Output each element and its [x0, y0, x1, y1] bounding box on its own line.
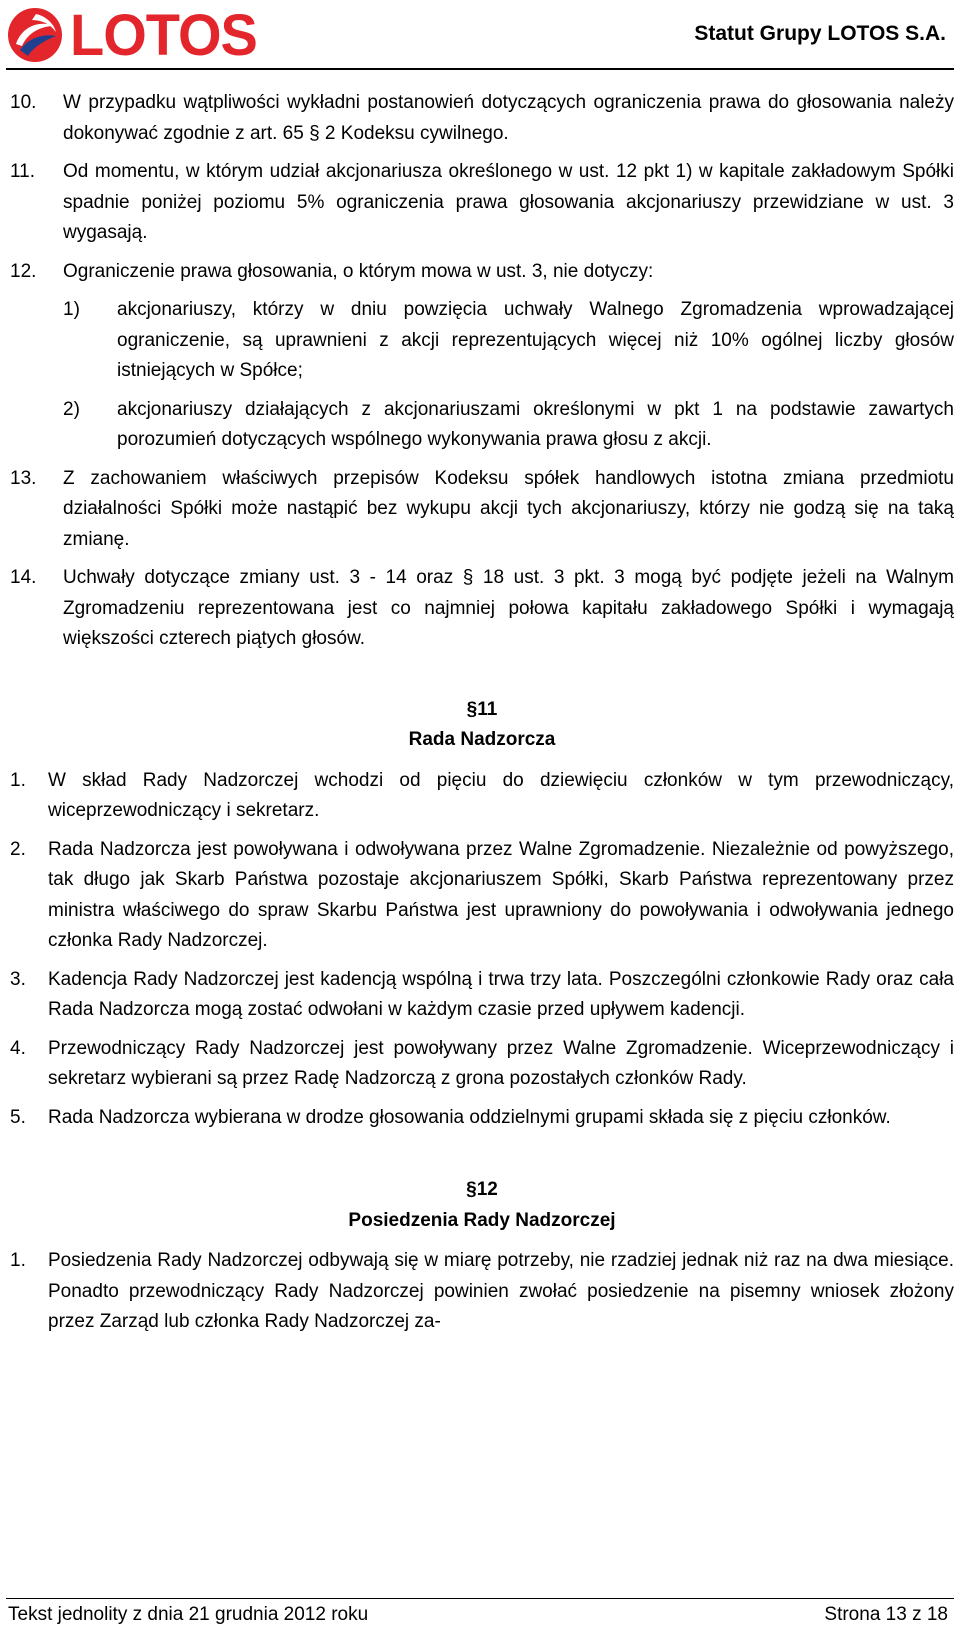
- paragraph-14: [10, 563, 954, 655]
- paragraph-number: 13.: [10, 467, 37, 489]
- item-text: Przewodniczący Rady Nadzorczej jest powoływany przez Walne Zgromadzenie. Wiceprzewodniczący i sekretarz wybierani są przez Radę Nadzorczą z grona pozostałych członków Rady.: [48, 1037, 954, 1089]
- lotos-emblem-icon: [6, 6, 64, 64]
- paragraph-number: 10.: [10, 92, 37, 113]
- paragraph-number: 12.: [10, 260, 37, 282]
- item-text: W skład Rady Nadzorczej wchodzi od pięciu do dziewięciu członków w tym przewodniczący, wiceprzewodniczący i sekretarz.: [48, 769, 954, 821]
- paragraph-text: Ograniczenie prawa głosowania, o którym mowa w ust. 3, nie dotyczy:: [63, 260, 654, 282]
- subpoint-1: [10, 295, 954, 387]
- page-header: [0, 0, 960, 72]
- subpoint-number: 2): [63, 398, 80, 420]
- section-title: Posiedzenia Rady Nadzorczej: [348, 1209, 616, 1231]
- section-number: §12: [466, 1179, 498, 1200]
- subpoint-2: [10, 395, 954, 456]
- document-title: Statut Grupy LOTOS S.A.: [694, 22, 946, 45]
- page-number: Strona 13 z 18: [824, 1604, 948, 1625]
- footer-date: Tekst jednolity z dnia 21 grudnia 2012 roku: [8, 1604, 369, 1625]
- item-number: 1.: [10, 769, 26, 791]
- paragraph-text: Uchwały dotyczące zmiany ust. 3 - 14 oraz § 18 ust. 3 pkt. 3 mogą być podjęte jeżeli na Walnym Zgromadzeniu reprezentowana jest co najmniej połowa kapitału zakładowego Spółki i wymagają większości czterech piątych głosów.: [63, 567, 954, 649]
- section-number: §11: [466, 698, 498, 720]
- item-text: Posiedzenia Rady Nadzorczej odbywają się w miarę potrzeby, nie rzadziej jednak niż raz na dwa miesiące. Ponadto przewodniczący Rady Nadzorczej powinien zwołać posiedzenie na pisemny wniosek złożony przez Zarząd lub członka Rady Nadzorczej za-: [48, 1250, 954, 1332]
- item-text: Kadencja Rady Nadzorczej jest kadencją wspólną i trwa trzy lata. Poszczególni członkowie Rady oraz cała Rada Nadzorcza mogą zostać odwołani w każdym czasie przed upływem kadencji.: [48, 968, 954, 1020]
- subpoint-text: akcjonariuszy działających z akcjonariuszami określonymi w pkt 1 na podstawie zawartych porozumień dotyczących wspólnego wykonywania prawa głosu z akcji.: [117, 398, 954, 450]
- item-number: 5.: [10, 1106, 26, 1128]
- item-number: 4.: [10, 1037, 26, 1059]
- paragraph-number: 11.: [10, 161, 36, 182]
- paragraph-13: [10, 464, 954, 556]
- logo-text: LOTOS: [70, 1, 257, 68]
- section-12-heading: [10, 1175, 954, 1236]
- section-11-item-2: [10, 835, 954, 957]
- paragraph-10: [10, 88, 954, 149]
- section-11-item-1: [10, 766, 954, 827]
- section-title: Rada Nadzorcza: [408, 729, 556, 750]
- item-number: 3.: [10, 968, 26, 990]
- paragraph-number: 14.: [10, 567, 37, 588]
- item-text: Rada Nadzorcza jest powoływana i odwoływana przez Walne Zgromadzenie. Niezależnie od powyższego, tak długo jak Skarb Państwa pozostaje akcjonariuszem Spółki, Skarb Państwa reprezentowany przez ministra właściwego do spraw Skarbu Państwa jest uprawniony do powoływania i odwoływania jednego członka Rady Nadzorczej.: [48, 838, 954, 951]
- section-11-heading: [10, 695, 954, 756]
- subpoint-text: akcjonariuszy, którzy w dniu powzięcia uchwały Walnego Zgromadzenia wprowadzającej ograniczenie, są uprawnieni z akcji reprezentujących więcej niż 10% ogólnej liczby głosów istniejących w Spółce;: [117, 299, 954, 381]
- item-number: 1.: [10, 1250, 26, 1271]
- item-text: Rada Nadzorcza wybierana w drodze głosowania oddzielnymi grupami składa się z pięciu członków.: [48, 1106, 891, 1128]
- paragraph-text: Z zachowaniem właściwych przepisów Kodeksu spółek handlowych istotna zmiana przedmiotu działalności Spółki może nastąpić bez wykupu akcji tych akcjonariuszy, którzy nie godzą się na taką zmianę.: [63, 467, 954, 550]
- header-divider: [6, 68, 954, 70]
- paragraph-text: Od momentu, w którym udział akcjonariusza określonego w ust. 12 pkt 1) w kapitale zakładowym Spółki spadnie poniżej poziomu 5% ograniczenia prawa głosowania akcjonariuszy przewidziane w ust. 3 wygasają.: [63, 161, 954, 243]
- section-11-item-5: [10, 1103, 954, 1134]
- subpoint-number: 1): [63, 299, 80, 320]
- item-number: 2.: [10, 838, 26, 860]
- document-body: [10, 88, 954, 1338]
- lotos-logo: [6, 1, 257, 68]
- footer-divider: [6, 1598, 954, 1599]
- paragraph-11: [10, 157, 954, 249]
- paragraph-12: [10, 257, 954, 288]
- section-11-item-4: [10, 1034, 954, 1095]
- section-12-item-1: [10, 1246, 954, 1338]
- paragraph-text: W przypadku wątpliwości wykładni postanowień dotyczących ograniczenia prawa do głosowania należy dokonywać zgodnie z art. 65 § 2 Kodeksu cywilnego.: [63, 92, 954, 144]
- section-11-item-3: [10, 965, 954, 1026]
